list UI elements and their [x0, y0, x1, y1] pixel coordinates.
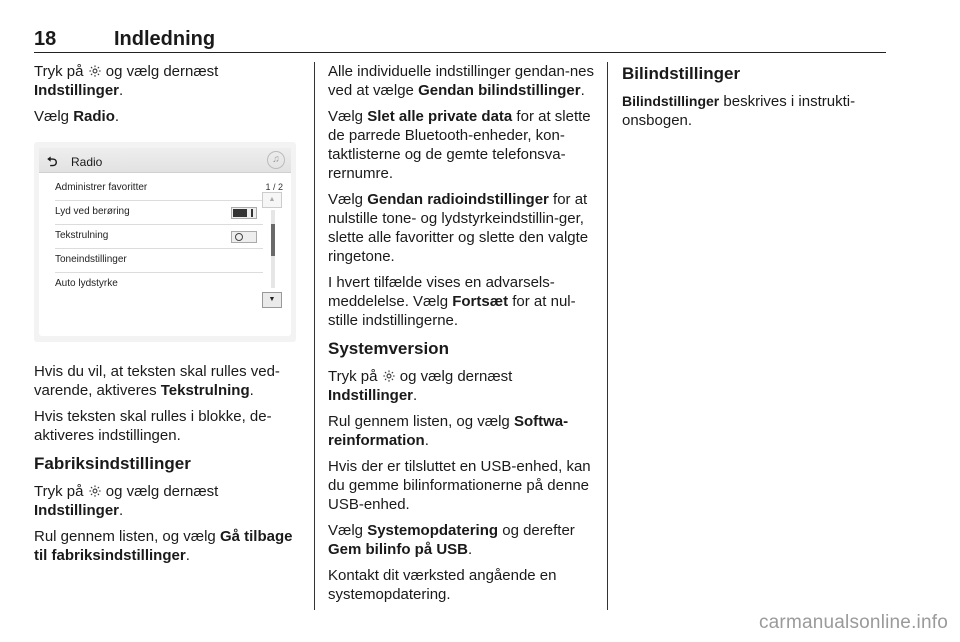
menu-item: Toneindstillinger — [55, 248, 263, 273]
paragraph: Vælg Gendan radioindstillinger for at nulstille tone- og lydstyrkeindstillin-ger, slette alle favoritter og slette den valgte ringetone. — [328, 191, 589, 265]
paragraph: Hvis teksten skal rulles i blokke, de-aktiveres indstillingen. — [34, 408, 272, 444]
section-heading: Systemversion — [328, 339, 449, 358]
back-arrow-icon: ⮌ — [47, 154, 58, 169]
paragraph: Hvis der er tilsluttet en USB-enhed, kan du gemme bilinformationerne på denne USB-enhed. — [328, 458, 591, 513]
paragraph: Rul gennem listen, og vælg Gå tilbage til fabriksindstillinger. — [34, 528, 293, 564]
paragraph: Tryk på og vælg dernæst Indstillinger. — [328, 368, 513, 404]
watermark: carmanualsonline.info — [758, 612, 948, 633]
paragraph: Bilindstillinger beskrives i instrukti-onsbogen. — [622, 93, 856, 129]
paragraph: Hvis du vil, at teksten skal rulles ved-varende, aktiveres Tekstrulning. — [34, 363, 280, 399]
menu-item: Lyd ved berøring — [55, 200, 263, 225]
screen-title-bar — [39, 148, 291, 173]
paragraph: Vælg Radio. — [34, 108, 120, 125]
section-heading: Fabriksindstillinger — [34, 454, 191, 473]
scroll-down-icon: ▼ — [262, 292, 282, 308]
scroll-up-icon: ▲ — [262, 192, 282, 208]
radio-settings-screenshot — [34, 142, 296, 342]
scrollbar-thumb — [271, 224, 275, 256]
section-heading: Bilindstillinger — [622, 64, 741, 83]
paragraph: I hvert tilfælde vises en advarsels-meddelelse. Vælg Fortsæt for at nul-stille indstillingerne. — [328, 274, 576, 329]
column-divider — [314, 62, 315, 610]
menu-item: Tekstrulning — [55, 224, 263, 249]
music-note-icon: ♫ — [267, 151, 285, 169]
paragraph: Vælg Systemopdatering og derefter Gem bilinfo på USB. — [328, 522, 575, 558]
column-divider — [607, 62, 608, 610]
menu-item: Administrer favoritter — [55, 176, 263, 201]
gear-icon — [88, 484, 102, 498]
page-counter: 1 / 2 — [265, 182, 283, 192]
gear-icon — [382, 369, 396, 383]
menu-item: Auto lydstyrke — [55, 278, 118, 289]
paragraph: Tryk på og vælg dernæst Indstillinger. — [34, 483, 219, 519]
chapter-title: Indledning — [114, 28, 216, 50]
paragraph: Alle individuelle indstillinger gendan-nes ved at vælge Gendan bilindstillinger. — [328, 63, 595, 99]
toggle-off-icon — [231, 231, 257, 243]
screen-title: Radio — [71, 155, 103, 169]
toggle-on-icon — [231, 207, 257, 219]
paragraph: Tryk på og vælg dernæst Indstillinger. — [34, 63, 219, 99]
paragraph: Kontakt dit værksted angående en systemopdatering. — [328, 567, 557, 603]
gear-icon — [88, 64, 102, 78]
paragraph: Vælg Slet alle private data for at slette de parrede Bluetooth-enheder, kon-taktlisterne og de gemte telefonsva-rernumre. — [328, 108, 591, 182]
scrollbar-track — [271, 210, 275, 288]
column-right — [622, 62, 888, 137]
column-middle — [328, 62, 594, 611]
page-header — [34, 28, 886, 53]
page-number: 18 — [34, 28, 57, 50]
paragraph: Rul gennem listen, og vælg Softwa-reinformation. — [328, 413, 569, 449]
column-left — [34, 62, 300, 572]
